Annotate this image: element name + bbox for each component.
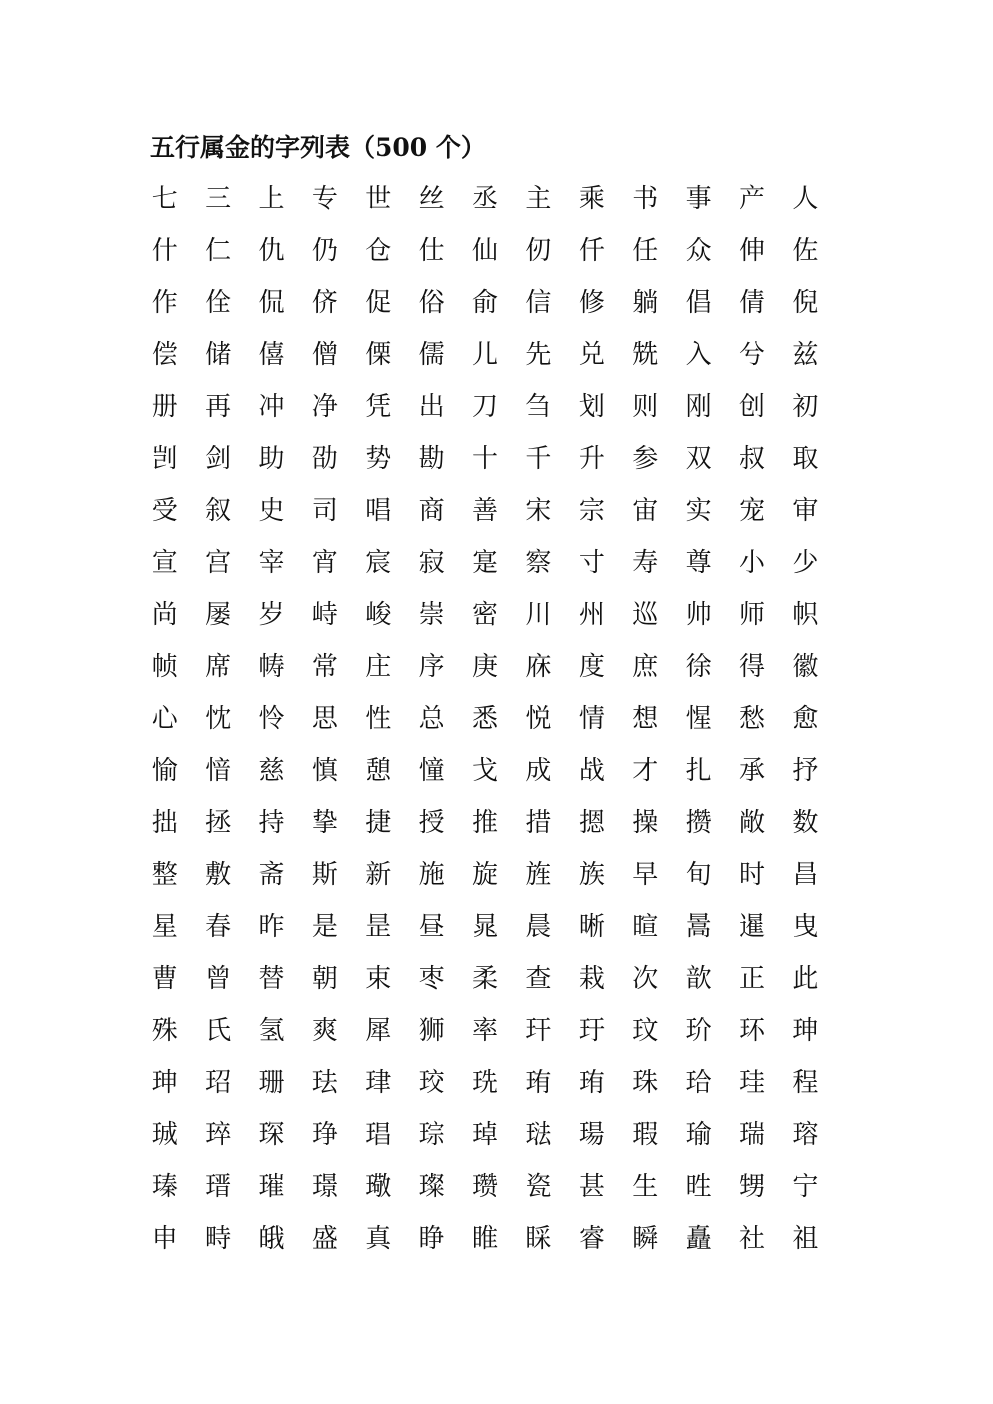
character-cell: 宵 bbox=[311, 548, 338, 578]
character-cell: 侪 bbox=[311, 288, 338, 318]
character-cell: 拙 bbox=[151, 808, 178, 838]
character-cell: 盛 bbox=[311, 1224, 338, 1254]
character-cell: 珅 bbox=[792, 1016, 819, 1046]
character-cell: 净 bbox=[311, 392, 338, 422]
character-cell: 僧 bbox=[311, 340, 338, 370]
character-cell: 什 bbox=[151, 236, 178, 266]
character-cell: 暄 bbox=[632, 912, 659, 942]
character-cell: 众 bbox=[685, 236, 712, 266]
character-cell: 史 bbox=[258, 496, 285, 526]
character-cell: 璨 bbox=[418, 1172, 445, 1202]
character-cell: 庥 bbox=[525, 652, 552, 682]
character-cell: 旋 bbox=[472, 860, 499, 890]
character-cell: 寸 bbox=[578, 548, 605, 578]
character-cell: 刍 bbox=[525, 392, 552, 422]
character-cell: 千 bbox=[525, 444, 552, 474]
character-cell: 屡 bbox=[205, 600, 232, 630]
character-cell: 捷 bbox=[365, 808, 392, 838]
character-cell: 玠 bbox=[685, 1016, 712, 1046]
character-cell: 审 bbox=[792, 496, 819, 526]
character-cell: 兮 bbox=[738, 340, 765, 370]
character-cell: 傈 bbox=[365, 340, 392, 370]
character-cell: 划 bbox=[578, 392, 605, 422]
character-cell: 战 bbox=[578, 756, 605, 786]
character-cell: 查 bbox=[525, 964, 552, 994]
character-cell: 宫 bbox=[205, 548, 232, 578]
character-cell: 善 bbox=[472, 496, 499, 526]
character-cell: 帅 bbox=[685, 600, 712, 630]
character-cell: 宠 bbox=[738, 496, 765, 526]
character-grid bbox=[138, 173, 838, 1265]
character-cell: 性 bbox=[365, 704, 392, 734]
character-cell: 剀 bbox=[151, 444, 178, 474]
character-cell: 仍 bbox=[311, 236, 338, 266]
character-cell: 扎 bbox=[685, 756, 712, 786]
character-cell: 瞬 bbox=[632, 1224, 659, 1254]
character-cell: 宙 bbox=[632, 496, 659, 526]
character-cell: 思 bbox=[311, 704, 338, 734]
character-cell: 师 bbox=[738, 600, 765, 630]
character-cell: 促 bbox=[365, 288, 392, 318]
character-cell: 曳 bbox=[792, 912, 819, 942]
character-cell: 帜 bbox=[792, 600, 819, 630]
character-cell: 授 bbox=[418, 808, 445, 838]
character-cell: 琩 bbox=[365, 1120, 392, 1150]
character-cell: 宰 bbox=[258, 548, 285, 578]
character-cell: 歆 bbox=[685, 964, 712, 994]
character-cell: 憧 bbox=[418, 756, 445, 786]
character-cell: 珐 bbox=[311, 1068, 338, 1098]
character-cell: 受 bbox=[151, 496, 178, 526]
character-cell: 刚 bbox=[685, 392, 712, 422]
character-cell: 瑧 bbox=[151, 1172, 178, 1202]
character-cell: 正 bbox=[738, 964, 765, 994]
character-cell: 睬 bbox=[525, 1224, 552, 1254]
character-cell: 出 bbox=[418, 392, 445, 422]
character-cell: 徐 bbox=[685, 652, 712, 682]
character-cell: 祖 bbox=[792, 1224, 819, 1254]
character-cell: 尚 bbox=[151, 600, 178, 630]
character-cell: 率 bbox=[472, 1016, 499, 1046]
character-cell: 族 bbox=[578, 860, 605, 890]
character-cell: 时 bbox=[738, 860, 765, 890]
character-cell: 栽 bbox=[578, 964, 605, 994]
character-cell: 犀 bbox=[365, 1016, 392, 1046]
character-cell: 入 bbox=[685, 340, 712, 370]
character-cell: 暠 bbox=[685, 912, 712, 942]
character-cell: 少 bbox=[792, 548, 819, 578]
character-cell: 仁 bbox=[205, 236, 232, 266]
character-cell: 旌 bbox=[525, 860, 552, 890]
character-cell: 施 bbox=[418, 860, 445, 890]
character-cell: 儒 bbox=[418, 340, 445, 370]
character-cell: 佺 bbox=[205, 288, 232, 318]
character-cell: 申 bbox=[151, 1224, 178, 1254]
character-cell: 斋 bbox=[258, 860, 285, 890]
character-cell: 珹 bbox=[151, 1120, 178, 1150]
character-cell: 升 bbox=[578, 444, 605, 474]
character-cell: 刀 bbox=[472, 392, 499, 422]
character-cell: 拯 bbox=[205, 808, 232, 838]
character-cell: 才 bbox=[632, 756, 659, 786]
character-cell: 再 bbox=[205, 392, 232, 422]
character-cell: 畤 bbox=[205, 1224, 232, 1254]
character-cell: 旬 bbox=[685, 860, 712, 890]
character-cell: 川 bbox=[525, 600, 552, 630]
character-cell: 察 bbox=[525, 548, 552, 578]
character-cell: 玿 bbox=[205, 1068, 232, 1098]
character-cell: 心 bbox=[151, 704, 178, 734]
character-cell: 挚 bbox=[311, 808, 338, 838]
character-cell: 数 bbox=[792, 808, 819, 838]
character-cell: 新 bbox=[365, 860, 392, 890]
character-cell: 序 bbox=[418, 652, 445, 682]
character-cell: 丞 bbox=[472, 184, 499, 214]
character-cell: 推 bbox=[472, 808, 499, 838]
character-cell: 俞 bbox=[472, 288, 499, 318]
character-cell: 珅 bbox=[151, 1068, 178, 1098]
character-cell: 成 bbox=[525, 756, 552, 786]
character-cell: 整 bbox=[151, 860, 178, 890]
character-cell: 珛 bbox=[525, 1068, 552, 1098]
character-cell: 七 bbox=[151, 184, 178, 214]
character-cell: 次 bbox=[632, 964, 659, 994]
character-cell: 戈 bbox=[472, 756, 499, 786]
character-cell: 氢 bbox=[258, 1016, 285, 1046]
character-cell: 勘 bbox=[418, 444, 445, 474]
character-cell: 承 bbox=[738, 756, 765, 786]
character-cell: 人 bbox=[792, 184, 819, 214]
character-cell: 昼 bbox=[418, 912, 445, 942]
character-cell: 是 bbox=[311, 912, 338, 942]
character-cell: 册 bbox=[151, 392, 178, 422]
character-cell: 甠 bbox=[685, 1172, 712, 1202]
character-cell: 暹 bbox=[738, 912, 765, 942]
character-cell: 昨 bbox=[258, 912, 285, 942]
character-cell: 任 bbox=[632, 236, 659, 266]
character-cell: 愁 bbox=[738, 704, 765, 734]
character-cell: 创 bbox=[738, 392, 765, 422]
character-cell: 冲 bbox=[258, 392, 285, 422]
character-cell: 瓒 bbox=[472, 1172, 499, 1202]
character-cell: 兑 bbox=[578, 340, 605, 370]
character-cell: 三 bbox=[205, 184, 232, 214]
character-cell: 峙 bbox=[311, 600, 338, 630]
character-cell: 程 bbox=[792, 1068, 819, 1098]
character-cell: 初 bbox=[792, 392, 819, 422]
character-cell: 珗 bbox=[472, 1068, 499, 1098]
character-cell: 岁 bbox=[258, 600, 285, 630]
character-cell: 柔 bbox=[472, 964, 499, 994]
character-cell: 瑒 bbox=[578, 1120, 605, 1150]
character-cell: 措 bbox=[525, 808, 552, 838]
character-cell: 情 bbox=[578, 704, 605, 734]
character-cell: 密 bbox=[472, 600, 499, 630]
character-cell: 仕 bbox=[418, 236, 445, 266]
character-cell: 瑢 bbox=[792, 1120, 819, 1150]
character-cell: 倡 bbox=[685, 288, 712, 318]
character-cell: 狮 bbox=[418, 1016, 445, 1046]
character-cell: 悉 bbox=[472, 704, 499, 734]
character-cell: 琮 bbox=[418, 1120, 445, 1150]
character-cell: 璀 bbox=[258, 1172, 285, 1202]
character-cell: 璥 bbox=[365, 1172, 392, 1202]
character-cell: 事 bbox=[685, 184, 712, 214]
character-cell: 真 bbox=[365, 1224, 392, 1254]
character-cell: 仟 bbox=[578, 236, 605, 266]
character-cell: 俗 bbox=[418, 288, 445, 318]
character-cell: 枣 bbox=[418, 964, 445, 994]
character-cell: 攒 bbox=[685, 808, 712, 838]
character-cell: 睿 bbox=[578, 1224, 605, 1254]
character-cell: 朝 bbox=[311, 964, 338, 994]
character-cell: 替 bbox=[258, 964, 285, 994]
character-cell: 慎 bbox=[311, 756, 338, 786]
character-cell: 社 bbox=[738, 1224, 765, 1254]
character-cell: 瑕 bbox=[632, 1120, 659, 1150]
character-cell: 崇 bbox=[418, 600, 445, 630]
character-cell: 憩 bbox=[365, 756, 392, 786]
character-cell: 徽 bbox=[792, 652, 819, 682]
character-cell: 侃 bbox=[258, 288, 285, 318]
character-cell: 珪 bbox=[738, 1068, 765, 1098]
character-cell: 席 bbox=[205, 652, 232, 682]
character-cell: 摁 bbox=[578, 808, 605, 838]
character-cell: 宸 bbox=[365, 548, 392, 578]
character-cell: 专 bbox=[311, 184, 338, 214]
character-cell: 寂 bbox=[418, 548, 445, 578]
character-cell: 惺 bbox=[685, 704, 712, 734]
character-cell: 瑜 bbox=[685, 1120, 712, 1150]
character-cell: 睁 bbox=[418, 1224, 445, 1254]
character-cell: 甥 bbox=[738, 1172, 765, 1202]
character-cell: 偿 bbox=[151, 340, 178, 370]
character-cell: 作 bbox=[151, 288, 178, 318]
character-cell: 十 bbox=[472, 444, 499, 474]
character-cell: 伸 bbox=[738, 236, 765, 266]
character-cell: 想 bbox=[632, 704, 659, 734]
character-cell: 总 bbox=[418, 704, 445, 734]
character-cell: 玕 bbox=[525, 1016, 552, 1046]
character-cell: 主 bbox=[525, 184, 552, 214]
character-cell: 得 bbox=[738, 652, 765, 682]
character-cell: 产 bbox=[738, 184, 765, 214]
character-cell: 司 bbox=[311, 496, 338, 526]
character-cell: 寔 bbox=[472, 548, 499, 578]
character-cell: 珓 bbox=[418, 1068, 445, 1098]
character-cell: 束 bbox=[365, 964, 392, 994]
character-cell: 斯 bbox=[311, 860, 338, 890]
character-cell: 晰 bbox=[578, 912, 605, 942]
character-cell: 珊 bbox=[258, 1068, 285, 1098]
character-cell: 殊 bbox=[151, 1016, 178, 1046]
character-cell: 昰 bbox=[365, 912, 392, 942]
character-cell: 矗 bbox=[685, 1224, 712, 1254]
character-cell: 愈 bbox=[792, 704, 819, 734]
character-cell: 双 bbox=[685, 444, 712, 474]
character-cell: 琸 bbox=[472, 1120, 499, 1150]
character-cell: 皒 bbox=[258, 1224, 285, 1254]
character-cell: 儿 bbox=[472, 340, 499, 370]
character-cell: 庄 bbox=[365, 652, 392, 682]
character-cell: 乘 bbox=[578, 184, 605, 214]
character-cell: 珨 bbox=[685, 1068, 712, 1098]
character-cell: 书 bbox=[632, 184, 659, 214]
character-cell: 爽 bbox=[311, 1016, 338, 1046]
character-cell: 敷 bbox=[205, 860, 232, 890]
character-cell: 度 bbox=[578, 652, 605, 682]
character-cell: 修 bbox=[578, 288, 605, 318]
character-cell: 忱 bbox=[205, 704, 232, 734]
character-cell: 帱 bbox=[258, 652, 285, 682]
character-cell: 璟 bbox=[311, 1172, 338, 1202]
character-cell: 倩 bbox=[738, 288, 765, 318]
character-cell: 叙 bbox=[205, 496, 232, 526]
character-cell: 世 bbox=[365, 184, 392, 214]
character-cell: 寿 bbox=[632, 548, 659, 578]
character-cell: 晨 bbox=[525, 912, 552, 942]
character-cell: 珛 bbox=[578, 1068, 605, 1098]
character-cell: 躺 bbox=[632, 288, 659, 318]
character-cell: 庚 bbox=[472, 652, 499, 682]
character-cell: 瑞 bbox=[738, 1120, 765, 1150]
character-cell: 庶 bbox=[632, 652, 659, 682]
character-cell: 倪 bbox=[792, 288, 819, 318]
character-cell: 愉 bbox=[151, 756, 178, 786]
character-cell: 帧 bbox=[151, 652, 178, 682]
character-cell: 操 bbox=[632, 808, 659, 838]
character-cell: 兹 bbox=[792, 340, 819, 370]
character-cell: 仙 bbox=[472, 236, 499, 266]
character-cell: 珒 bbox=[365, 1068, 392, 1098]
character-cell: 商 bbox=[418, 496, 445, 526]
character-cell: 甚 bbox=[578, 1172, 605, 1202]
character-cell: 劭 bbox=[311, 444, 338, 474]
character-cell: 佐 bbox=[792, 236, 819, 266]
character-cell: 昌 bbox=[792, 860, 819, 890]
character-cell: 兟 bbox=[632, 340, 659, 370]
character-cell: 慈 bbox=[258, 756, 285, 786]
character-cell: 助 bbox=[258, 444, 285, 474]
character-cell: 尊 bbox=[685, 548, 712, 578]
character-cell: 珠 bbox=[632, 1068, 659, 1098]
character-cell: 州 bbox=[578, 600, 605, 630]
character-cell: 此 bbox=[792, 964, 819, 994]
character-cell: 势 bbox=[365, 444, 392, 474]
character-cell: 先 bbox=[525, 340, 552, 370]
character-cell: 曹 bbox=[151, 964, 178, 994]
character-cell: 玗 bbox=[578, 1016, 605, 1046]
character-cell: 晁 bbox=[472, 912, 499, 942]
character-cell: 曾 bbox=[205, 964, 232, 994]
character-cell: 宁 bbox=[792, 1172, 819, 1202]
character-cell: 唱 bbox=[365, 496, 392, 526]
character-cell: 抒 bbox=[792, 756, 819, 786]
character-cell: 峻 bbox=[365, 600, 392, 630]
character-cell: 生 bbox=[632, 1172, 659, 1202]
character-cell: 取 bbox=[792, 444, 819, 474]
character-cell: 琤 bbox=[311, 1120, 338, 1150]
character-cell: 上 bbox=[258, 184, 285, 214]
character-cell: 睢 bbox=[472, 1224, 499, 1254]
character-cell: 悦 bbox=[525, 704, 552, 734]
character-cell: 仇 bbox=[258, 236, 285, 266]
character-cell: 星 bbox=[151, 912, 178, 942]
character-cell: 持 bbox=[258, 808, 285, 838]
character-cell: 宗 bbox=[578, 496, 605, 526]
character-cell: 早 bbox=[632, 860, 659, 890]
character-cell: 怜 bbox=[258, 704, 285, 734]
character-cell: 常 bbox=[311, 652, 338, 682]
character-cell: 宋 bbox=[525, 496, 552, 526]
character-cell: 凭 bbox=[365, 392, 392, 422]
character-cell: 巡 bbox=[632, 600, 659, 630]
character-cell: 宣 bbox=[151, 548, 178, 578]
character-cell: 愔 bbox=[205, 756, 232, 786]
character-cell: 环 bbox=[738, 1016, 765, 1046]
character-cell: 氏 bbox=[205, 1016, 232, 1046]
character-cell: 仞 bbox=[525, 236, 552, 266]
character-cell: 瓷 bbox=[525, 1172, 552, 1202]
character-cell: 瑨 bbox=[205, 1172, 232, 1202]
character-cell: 储 bbox=[205, 340, 232, 370]
character-cell: 实 bbox=[685, 496, 712, 526]
character-cell: 小 bbox=[738, 548, 765, 578]
document-title: 五行属金的字列表（500 个） bbox=[150, 133, 486, 162]
character-cell: 春 bbox=[205, 912, 232, 942]
character-cell: 剑 bbox=[205, 444, 232, 474]
character-cell: 则 bbox=[632, 392, 659, 422]
character-cell: 玟 bbox=[632, 1016, 659, 1046]
character-cell: 僖 bbox=[258, 340, 285, 370]
character-cell: 敞 bbox=[738, 808, 765, 838]
character-cell: 琗 bbox=[205, 1120, 232, 1150]
character-cell: 丝 bbox=[418, 184, 445, 214]
character-cell: 琺 bbox=[525, 1120, 552, 1150]
character-cell: 参 bbox=[632, 444, 659, 474]
character-cell: 信 bbox=[525, 288, 552, 318]
character-cell: 仓 bbox=[365, 236, 392, 266]
character-cell: 叔 bbox=[738, 444, 765, 474]
character-cell: 琛 bbox=[258, 1120, 285, 1150]
